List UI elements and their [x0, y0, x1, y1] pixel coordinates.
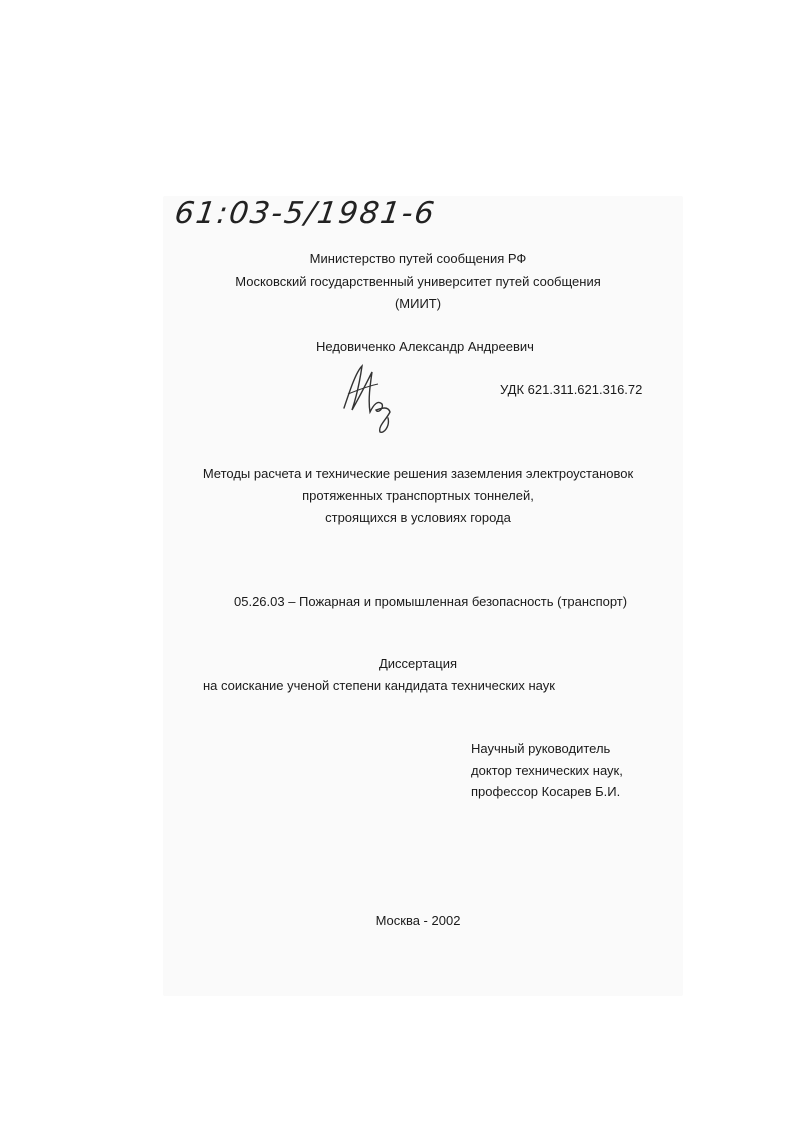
archive-code: 61:03-5/1981-6 — [172, 196, 439, 231]
university-abbr: (МИИТ) — [394, 296, 442, 311]
university-line: Московский государственный университет путей сообщения — [235, 274, 601, 289]
supervisor-degree: доктор технических наук, — [471, 763, 623, 778]
ministry-line: Министерство путей сообщения РФ — [309, 251, 527, 266]
author-name: Недовиченко Александр Андреевич — [316, 339, 534, 354]
title-line-3: строящихся в условиях города — [325, 510, 511, 525]
supervisor-name: профессор Косарев Б.И. — [471, 784, 621, 799]
specialty: 05.26.03 – Пожарная и промышленная безопасность (транспорт) — [234, 594, 628, 609]
title-line-2: протяженных транспортных тоннелей, — [302, 488, 534, 503]
place-year: Москва - 2002 — [375, 913, 461, 928]
work-type: Диссертация — [378, 656, 458, 671]
supervisor-role: Научный руководитель — [471, 741, 611, 756]
signature — [338, 360, 410, 436]
udc-code: УДК 621.311.621.316.72 — [500, 382, 643, 397]
title-line-1: Методы расчета и технические решения заземления электроустановок — [202, 466, 634, 481]
work-purpose: на соискание ученой степени кандидата технических наук — [203, 678, 555, 693]
